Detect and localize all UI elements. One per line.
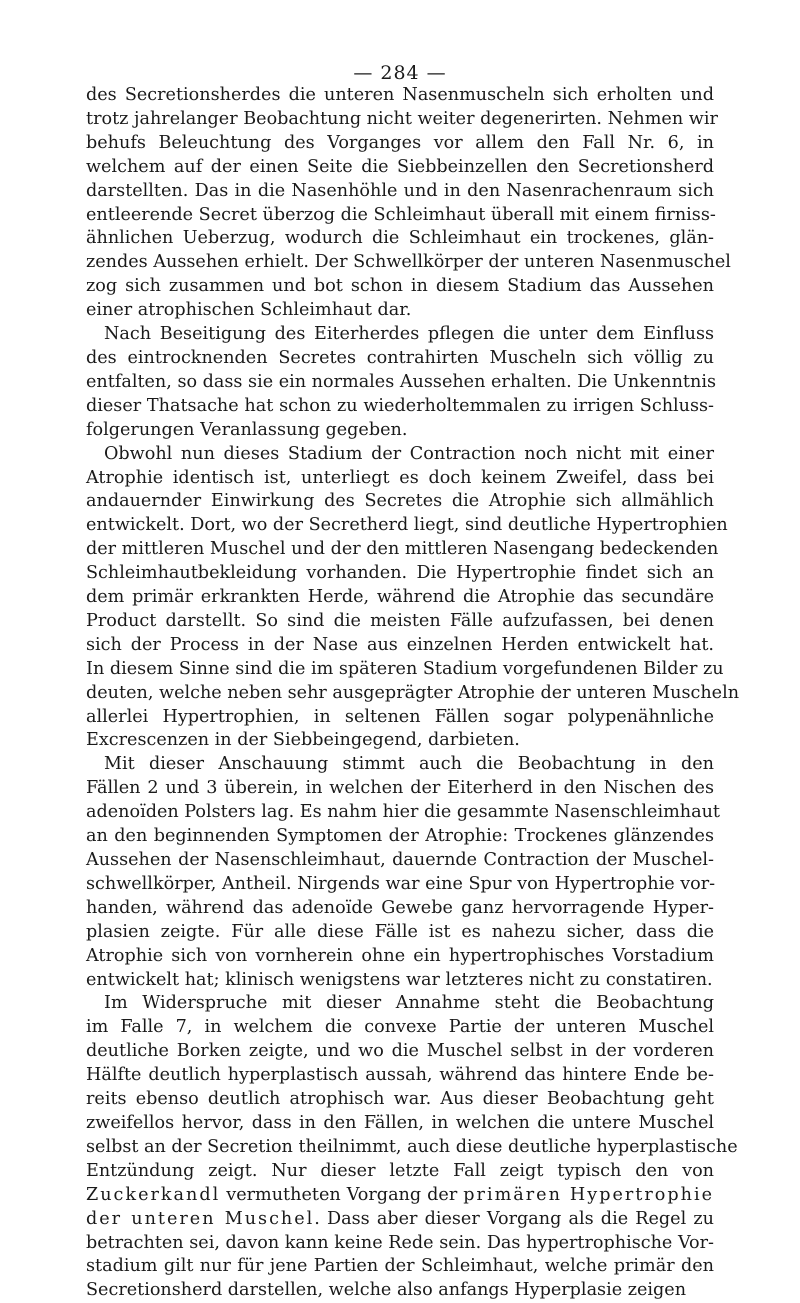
emphasis-term: primären Hypertrophie [463, 1184, 714, 1205]
text-line: betrachten sei, davon kann keine Rede sein. Das hypertrophische Vor- [86, 1232, 714, 1253]
text-line: handen, während das adenoïde Gewebe ganz hervorragende Hyper- [86, 897, 714, 918]
text-line: ähnlichen Ueberzug, wodurch die Schleimhaut ein trockenes, glän- [86, 228, 714, 249]
text-line: deutliche Borken zeigte, und wo die Muschel selbst in der vorderen [86, 1041, 714, 1062]
text-line: welchem auf der einen Seite die Siebbeinzellen den Secretionsherd [86, 156, 714, 177]
text-line: entleerende Secret überzog die Schleimhaut überall mit einem firniss- [86, 204, 716, 225]
text-line: zweifellos hervor, dass in den Fällen, in welchen die untere Muschel [86, 1112, 714, 1133]
text-line: allerlei Hypertrophien, in seltenen Fällen sogar polypenähnliche [86, 706, 714, 727]
text-line: andauernder Einwirkung des Secretes die Atrophie sich allmählich [86, 491, 714, 512]
text-line: trotz jahrelanger Beobachtung nicht weiter degenerirten. Nehmen wir [86, 108, 718, 129]
text-line: entfalten, so dass sie ein normales Aussehen erhalten. Die Unkenntnis [86, 371, 716, 392]
emphasis-term: der unteren Muschel [86, 1208, 315, 1229]
text-line: dieser Thatsache hat schon zu wiederholtemmalen zu irrigen Schluss- [86, 395, 714, 416]
text-fragment: vermutheten Vorgang der [220, 1184, 464, 1205]
text-line: einer atrophischen Schleimhaut dar. [86, 300, 412, 321]
text-line: Atrophie identisch ist, unterliegt es doch keinem Zweifel, dass bei [86, 467, 714, 488]
text-line: an den beginnenden Symptomen der Atrophie: Trockenes glänzendes [86, 826, 714, 847]
text-line: sich der Process in der Nase aus einzelnen Herden entwickelt hat. [86, 634, 714, 655]
text-line: zendes Aussehen erhielt. Der Schwellkörper der unteren Nasenmuschel [86, 252, 731, 273]
text-line: behufs Beleuchtung des Vorganges vor allem den Fall Nr. 6, in [86, 132, 714, 153]
text-line: plasien zeigte. Für alle diese Fälle ist es nahezu sicher, dass die [86, 921, 714, 942]
text-line: Schleimhautbekleidung vorhanden. Die Hypertrophie findet sich an [86, 563, 714, 584]
text-line: Fällen 2 und 3 überein, in welchen der Eiterherd in den Nischen des [86, 778, 714, 799]
text-line: schwellkörper, Antheil. Nirgends war eine Spur von Hypertrophie vor- [86, 873, 716, 894]
text-line: Secretionsherd darstellen, welche also anfangs Hyperplasie zeigen [86, 1280, 687, 1301]
text-line: folgerungen Veranlassung gegeben. [86, 419, 408, 440]
text-fragment: . Dass aber dieser Vorgang als die Regel zu [314, 1208, 714, 1229]
text-line: stadium gilt nur für jene Partien der Schleimhaut, welche primär den [86, 1256, 714, 1277]
text-line: Aussehen der Nasenschleimhaut, dauernde Contraction der Muschel- [86, 850, 714, 870]
text-line: Mit dieser Anschauung stimmt auch die Beobachtung in den [104, 754, 714, 775]
text-line: darstellten. Das in die Nasenhöhle und in den Nasenrachenraum sich [86, 180, 714, 201]
text-line [86, 1184, 714, 1208]
text-line: Product darstellt. So sind die meisten Fälle aufzufassen, bei denen [86, 610, 714, 631]
text-line: Atrophie sich von vornherein ohne ein hypertrophisches Vorstadium [86, 945, 714, 966]
text-line: Entzündung zeigt. Nur dieser letzte Fall zeigt typisch den von [86, 1160, 714, 1181]
text-line: In diesem Sinne sind die im späteren Stadium vorgefundenen Bilder zu [86, 658, 724, 679]
text-line: Nach Beseitigung des Eiterherdes pflegen die unter dem Einfluss [104, 324, 714, 345]
text-line: Excrescenzen in der Siebbeingegend, darbieten. [86, 730, 520, 751]
text-line: des Secretionsherdes die unteren Nasenmuscheln sich erholten und [86, 85, 714, 105]
text-line: dem primär erkrankten Herde, während die Atrophie das secundäre [86, 587, 714, 608]
text-line [86, 1208, 714, 1232]
text-line: Im Widerspruche mit dieser Annahme steht die Beobachtung [104, 993, 714, 1014]
text-line: des eintrocknenden Secretes contrahirten Muscheln sich völlig zu [86, 347, 714, 368]
text-line: der mittleren Muschel und der den mittleren Nasengang bedeckenden [86, 539, 719, 560]
text-line: Hälfte deutlich hyperplastisch aussah, während das hintere Ende be- [86, 1065, 714, 1086]
text-line: im Falle 7, in welchem die convexe Partie der unteren Muschel [86, 1017, 714, 1038]
text-line: deuten, welche neben sehr ausgeprägter Atrophie der unteren Muscheln [86, 682, 740, 703]
text-line: entwickelt hat; klinisch wenigstens war letzteres nicht zu constatiren. [86, 969, 713, 990]
text-line: reits ebenso deutlich atrophisch war. Aus dieser Beobachtung geht [86, 1089, 714, 1110]
text-line: adenoïden Polsters lag. Es nahm hier die gesammte Nasenschleimhaut [86, 802, 720, 823]
text-line: zog sich zusammen und bot schon in diesem Stadium das Aussehen [86, 276, 714, 297]
text-line: selbst an der Secretion theilnimmt, auch diese deutliche hyperplastische [86, 1136, 738, 1157]
text-line: entwickelt. Dort, wo der Secretherd liegt, sind deutliche Hypertrophien [86, 515, 728, 536]
page-number: — 284 — [353, 62, 447, 84]
author-name: Zuckerkandl [86, 1184, 221, 1205]
body-text [86, 84, 740, 1303]
text-line: Obwohl nun dieses Stadium der Contraction noch nicht mit einer [104, 443, 714, 464]
